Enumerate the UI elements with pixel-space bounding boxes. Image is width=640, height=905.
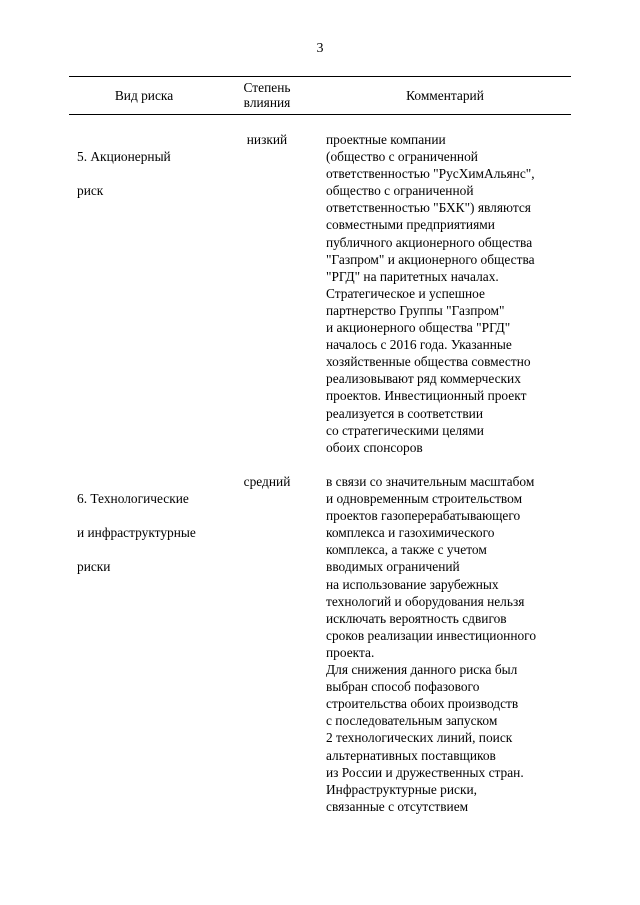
comment-line: партнерство Группы "Газпром" [326,302,505,318]
comment-line: строительства обоих производств [326,696,519,712]
header-comment: Комментарий [406,88,484,103]
header-impact-degree [222,80,312,110]
comment-line: 2 технологических линий, поиск [326,730,513,746]
comment-line: реализовывают ряд коммерческих [326,371,521,387]
comment-line: технологий и оборудования нельзя [326,593,525,609]
comment-line: сроков реализации инвестиционного [326,627,537,643]
comment-line: вводимых ограничений [326,559,460,575]
comment-line: проекта. [326,644,375,660]
comment-cell [326,131,576,456]
comment-line: ответственностью "РусХимАльянс", [326,166,535,182]
comment-line: из России и дружественных стран. [326,764,524,780]
comment-line: исключать вероятность сдвигов [326,610,507,626]
comment-line: Для снижения данного риска был [326,662,518,678]
header-impact-line1: Степень [243,80,291,95]
impact-cell: низкий [246,132,288,147]
comment-line: хозяйственные общества совместно [326,354,531,370]
comment-line: реализуется в соответствии [326,405,483,421]
risk-type-cell [77,131,227,216]
comment-line: обоих спонсоров [326,439,423,455]
comment-line: ответственностью "БХК") являются [326,200,531,216]
comment-line: началось с 2016 года. Указанные [326,337,512,353]
risk-type-line: и инфраструктурные [77,525,196,541]
risk-type-line: 5. Акционерный [77,149,171,165]
risk-type-line: риск [77,183,104,199]
comment-line: на использование зарубежных [326,576,499,592]
comment-line: связанные с отсутствием [326,798,469,814]
comment-line: проектные компании [326,132,446,147]
comment-cell [326,473,576,815]
comment-line: и одновременным строительством [326,491,523,507]
comment-line: Инфраструктурные риски, [326,781,477,797]
comment-line: (общество с ограниченной [326,149,478,165]
table-top-rule [69,76,571,77]
risk-type-cell [77,473,227,593]
comment-line: Стратегическое и успешное [326,285,485,301]
table-header-rule [69,114,571,115]
risk-type-line: 6. Технологические [77,491,189,507]
comment-line: выбран способ пофазового [326,679,480,695]
impact-cell: средний [243,474,291,489]
comment-line: альтернативных поставщиков [326,747,496,763]
comment-line: совместными предприятиями [326,217,495,233]
comment-line: со стратегическими целями [326,422,484,438]
comment-line: в связи со значительным масштабом [326,474,535,489]
header-impact-line2: влияния [243,95,291,110]
comment-line: проектов газоперерабатывающего [326,508,521,524]
comment-line: и акционерного общества "РГД" [326,320,511,336]
comment-line: комплекса и газохимического [326,525,495,541]
risk-type-line: риски [77,559,111,575]
comment-line: "РГД" на паритетных началах. [326,268,499,284]
header-risk-type: Вид риска [114,88,174,103]
comment-line: общество с ограниченной [326,183,474,199]
comment-line: "Газпром" и акционерного общества [326,251,535,267]
comment-line: проектов. Инвестиционный проект [326,388,527,404]
comment-line: с последовательным запуском [326,713,498,729]
page-number: 3 [316,41,324,56]
comment-line: публичного акционерного общества [326,234,533,250]
comment-line: комплекса, а также с учетом [326,542,487,558]
